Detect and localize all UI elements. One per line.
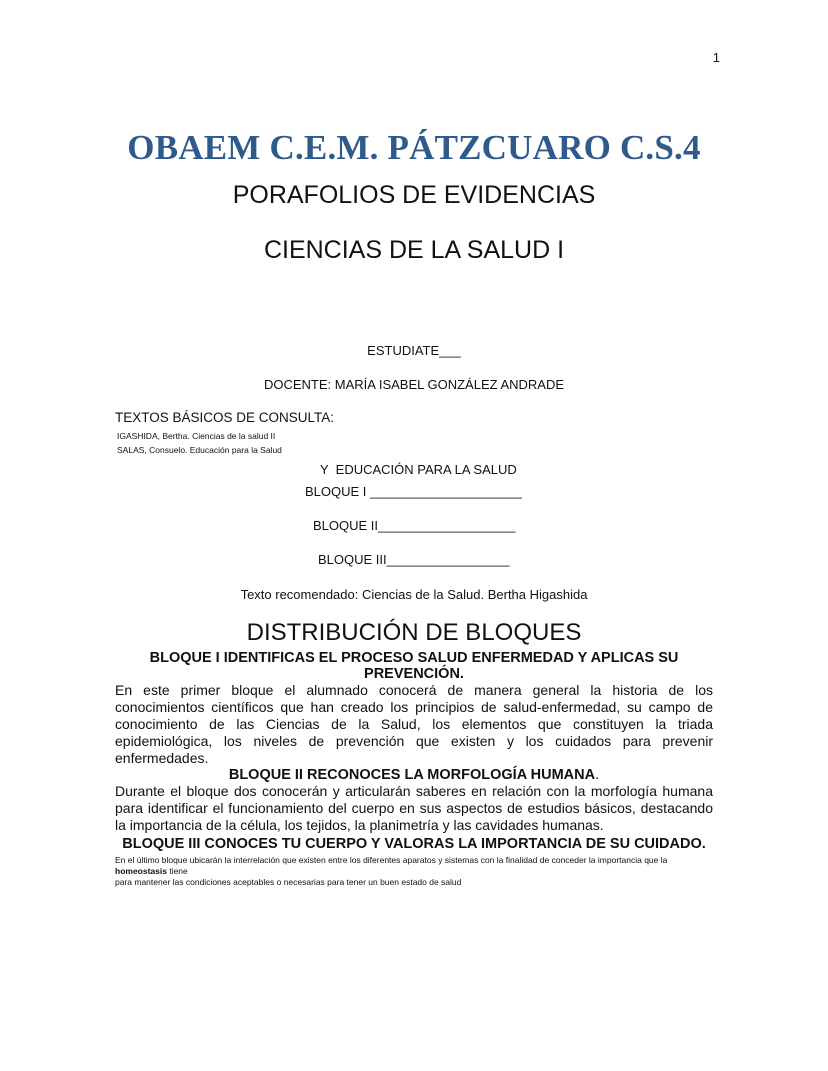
block-1-description: En este primer bloque el alumnado conocerá de manera general la historia de los conocimientos científicos que han creado los principios de salud-enfermedad, su campo de conocimiento de las Ciencias de la Salud, los elementos que constituyen la triada epidemiológica, los niveles de prevención que existen y los cuidados para prevenir enfermedades.: [115, 682, 713, 766]
reference-item: SALAS, Consuelo. Educación para la Salud: [117, 445, 282, 455]
bloque-2-fill-line: BLOQUE II___________________: [313, 518, 516, 533]
references-section: [115, 410, 515, 457]
block-3-text-part1: En el último bloque ubicarán la interrelación que existen entre los diferentes aparatos y sistemas con la finalidad de conceder la importancia que la: [115, 855, 668, 865]
block-3-text-part2: tiene: [166, 866, 188, 876]
teacher-label: DOCENTE: MARÍA ISABEL GONZÁLEZ ANDRADE: [263, 377, 565, 392]
references-heading: TEXTOS BÁSICOS DE CONSULTA:: [115, 410, 335, 425]
document-title: OBAEM C.E.M. PÁTZCUARO C.S.4: [127, 128, 701, 167]
block-1-heading: BLOQUE I IDENTIFICAS EL PROCESO SALUD ENFERMEDAD Y APLICAS SU PREVENCIÓN.: [149, 650, 679, 682]
block-2-heading-wrap: [115, 767, 713, 783]
block-2-heading-end: .: [595, 767, 600, 783]
distribution-title: DISTRIBUCIÓN DE BLOQUES: [246, 619, 582, 646]
block-3-description-line-2: para mantener las condiciones aceptables o necesarias para tener un buen estado de salud: [115, 877, 462, 887]
bloque-3-fill-line: BLOQUE III_________________: [318, 552, 510, 567]
distribution-content: [115, 650, 713, 888]
document-subtitle-portfolio: PORAFOLIOS DE EVIDENCIAS: [232, 181, 596, 209]
education-line: Y EDUCACIÓN PARA LA SALUD: [320, 462, 517, 477]
student-label: ESTUDIATE___: [367, 343, 461, 358]
bloque-1-fill-line: BLOQUE I _____________________: [305, 484, 522, 499]
document-subtitle-course: CIENCIAS DE LA SALUD I: [263, 236, 565, 264]
page-number: 1: [712, 50, 720, 65]
reference-item: IGASHIDA, Bertha. Ciencias de la salud II: [117, 431, 276, 441]
block-3-bold-term: homeostasis: [115, 866, 167, 876]
block-3-heading: BLOQUE III CONOCES TU CUERPO Y VALORAS LA IMPORTANCIA DE SU CUIDADO.: [122, 836, 706, 852]
block-2-description: Durante el bloque dos conocerán y articularán saberes en relación con la morfología humana para identificar el funcionamiento del cuerpo en sus aspectos de estudios básicos, destacando la importancia de la célula, los tejidos, la planimetría y las cavidades humanas.: [115, 783, 713, 833]
block-2-heading: BLOQUE II RECONOCES LA MORFOLOGÍA HUMANA: [228, 767, 596, 783]
recommended-text: Texto recomendado: Ciencias de la Salud. Bertha Higashida: [240, 587, 588, 602]
block-3-description: [115, 855, 713, 877]
